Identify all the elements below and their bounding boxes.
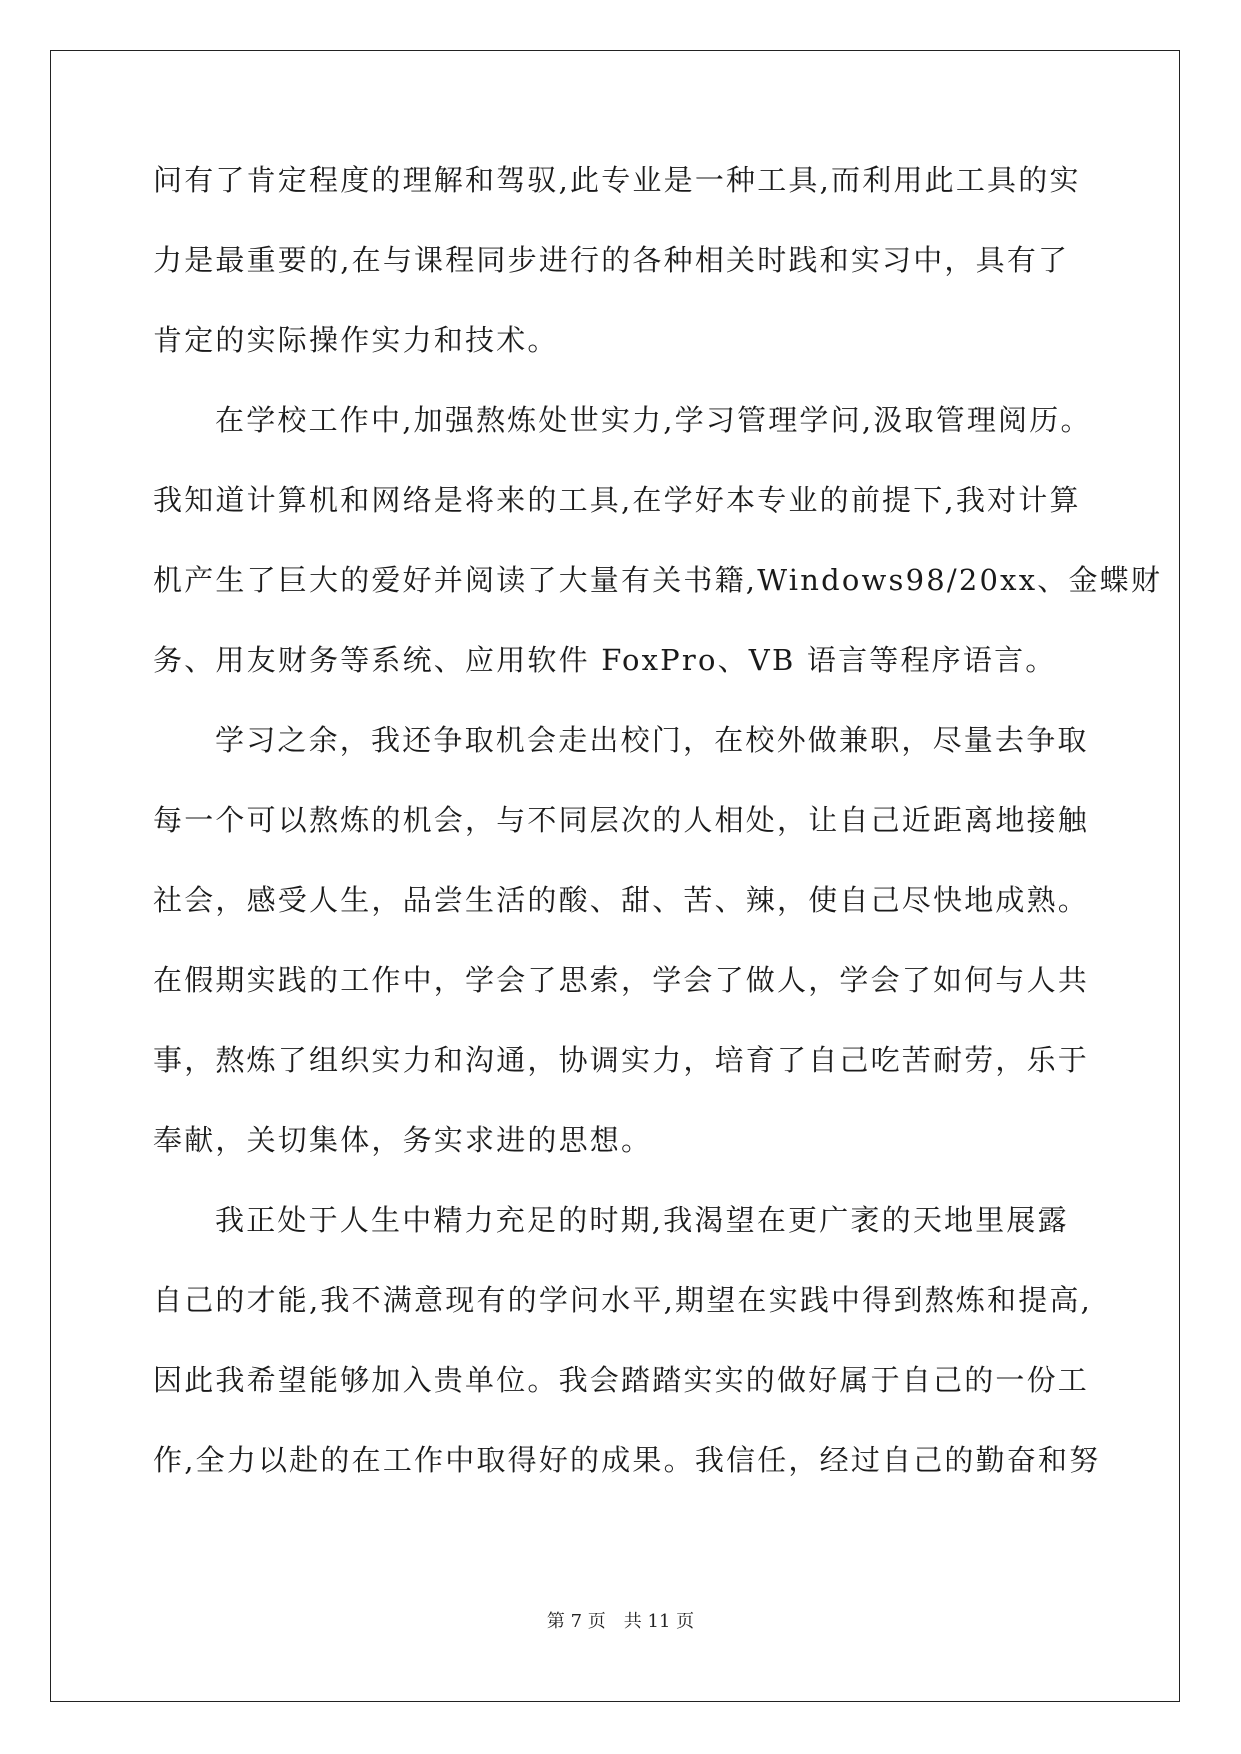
paragraph (153, 400, 1163, 720)
document-body (153, 160, 1163, 1520)
text-line: 我知道计算机和网络是将来的工具,在学好本专业的前提下,我对计算 (153, 483, 1081, 517)
text-line: 务、用友财务等系统、应用软件 FoxPro、VB 语言等程序语言。 (153, 643, 1057, 677)
paragraph (153, 720, 1088, 1200)
text-line: 问有了肯定程度的理解和驾驭,此专业是一种工具,而利用此工具的实 (153, 163, 1081, 197)
text-line: 在假期实践的工作中，学会了思索，学会了做人，学会了如何与人共 (153, 963, 1090, 997)
page-total: 共 11 页 (623, 1611, 695, 1632)
text-line: 在学校工作中,加强熬炼处世实力,学习管理学问,汲取管理阅历。 (215, 403, 1092, 437)
text-line: 因此我希望能够加入贵单位。我会踏踏实实的做好属于自己的一份工 (153, 1363, 1090, 1397)
text-line: 每一个可以熬炼的机会，与不同层次的人相处，让自己近距离地接触 (153, 803, 1090, 837)
text-line: 机产生了巨大的爱好并阅读了大量有关书籍,Windows98/20xx、金蝶财 (153, 563, 1163, 597)
text-line: 学习之余，我还争取机会走出校门，在校外做兼职，尽量去争取 (215, 723, 1089, 757)
text-line: 我正处于人生中精力充足的时期,我渴望在更广袤的天地里展露 (215, 1203, 1069, 1237)
text-line: 作,全力以赴的在工作中取得好的成果。我信任，经过自己的勤奋和努 (153, 1443, 1101, 1477)
paragraph (153, 1200, 1101, 1520)
text-line: 肯定的实际操作实力和技术。 (153, 323, 559, 357)
text-line: 事，熬炼了组织实力和沟通，协调实力，培育了自己吃苦耐劳，乐于 (153, 1043, 1090, 1077)
text-line: 社会，感受人生，品尝生活的酸、甜、苦、辣，使自己尽快地成熟。 (153, 883, 1090, 917)
text-line: 奉献，关切集体，务实求进的思想。 (153, 1123, 653, 1157)
text-line: 力是最重要的,在与课程同步进行的各种相关时践和实习中，具有了 (153, 243, 1070, 277)
paragraph (153, 160, 1088, 400)
page-footer (0, 1610, 1241, 1634)
text-line: 自己的才能,我不满意现有的学问水平,期望在实践中得到熬炼和提高, (153, 1283, 1093, 1317)
page-number: 第 7 页 (546, 1611, 606, 1632)
